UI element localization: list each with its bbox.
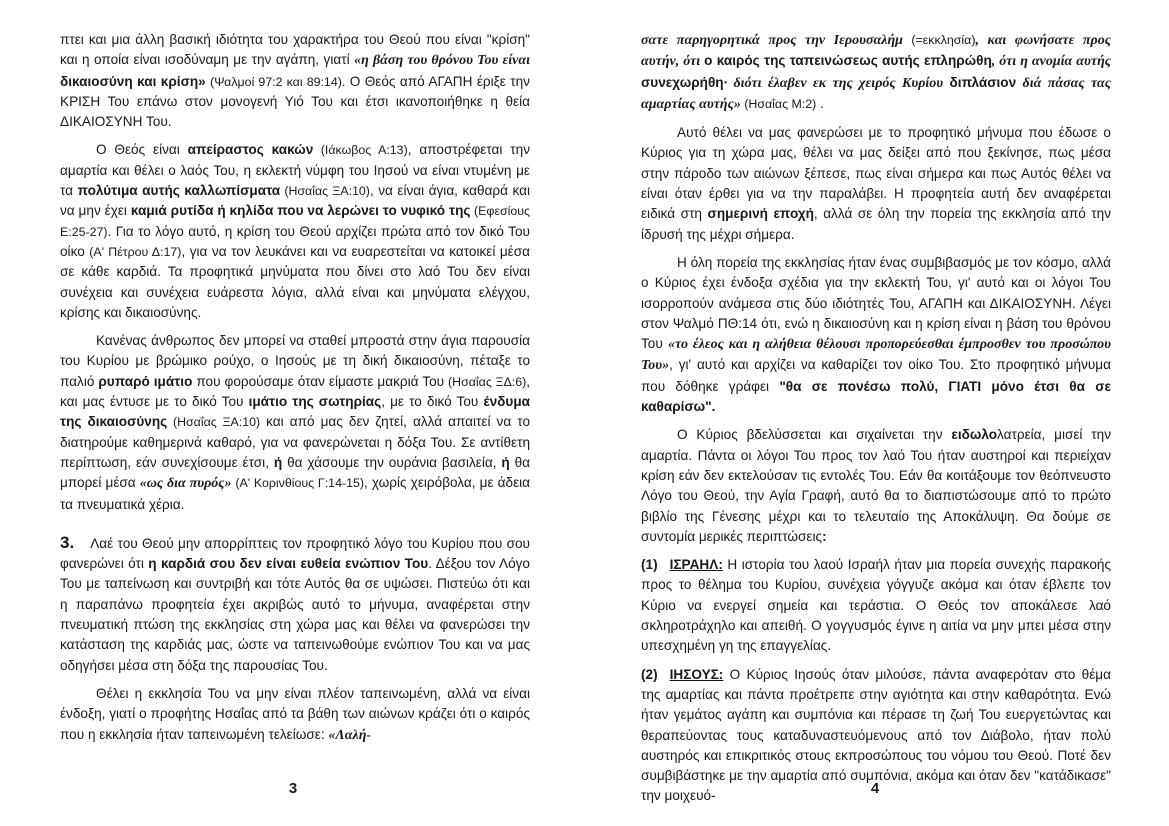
text-run: .	[816, 95, 824, 111]
bold-text: απείραστος κακών	[187, 142, 314, 158]
left-page	[60, 30, 530, 754]
item-heading: ΙΣΡΑΗΛ:	[669, 557, 723, 573]
bold-text: ή	[501, 454, 510, 470]
bold-text: ειδωλο	[951, 427, 998, 443]
right-page	[641, 30, 1111, 815]
text-run: , αλλά σε όλη την πορεία της εκκλησία από την ίδρυσή της μέχρι σήμερα.	[641, 206, 1112, 242]
scripture-reference: (Α' Κορινθίους Γ:14-15)	[231, 476, 364, 491]
paragraph	[641, 253, 1111, 417]
text-run: θα χάσουμε την ουράνια βασιλεία,	[282, 454, 502, 470]
text-run: Θέλει η εκκλησία Του να μην είναι πλέον ταπεινωμένη, αλλά να είναι ένδοξη, γιατί ο προφήτης Ησαΐας από τα βάθη των αιώνων κράζει ότι ο καιρός που η εκκλησία ήταν ταπεινωμένη τελείωσε:	[60, 685, 530, 742]
paragraph	[641, 30, 1111, 115]
text-run: , και μας έντυσε με το δικό Του	[60, 373, 531, 410]
item-heading: ΙΗΣΟΥΣ:	[669, 666, 724, 682]
bold-text: :	[822, 528, 827, 544]
text-run: πτει και μια άλλη βασική ιδιότητα του χαρακτήρα του Θεού που είναι "κρίση" και η οποία είναι ισοδύναμη με την αγάπη, γιατί	[60, 32, 530, 68]
text-run: . Για το λόγο αυτό, η κρίση του Θεού αρχίζει πρώτα από τον δικό Του οίκο	[60, 223, 530, 259]
bold-text: "θα σε πονέσω πολύ, ΓΙΑΤΙ μόνο έτσι θα σε καθαρίσω".	[641, 378, 1111, 415]
bold-text: η καρδιά σου δεν είναι ευθεία ενώπιον Του	[148, 556, 429, 572]
text-run: λατρεία, μισεί την αμαρτία. Πάντα οι λόγοι Του προς τον λαό Του ήταν αυστηροί και περιείχαν κρίση εάν δεν εκτελούσαν τις εντολές Του. Εάν θα κοιτάξουμε τον θεόπνευστο Λόγο του Θεού, την Αγία Γραφή, αυτό θα το διαπιστώσουμε από το πρώτο βιβλίο της Γένεσης μέχρι και το τελευταίο της Αποκάλυψη. Θα δούμε σε συντομία μερικές περιπτώσεις	[641, 427, 1112, 544]
paragraph	[60, 30, 530, 132]
text-run: Αυτό θέλει να μας φανερώσει με το προφητικό μήνυμα που έδωσε ο Κύριος για τη χώρα μας, θέλει να μας δείξει από που ξεκίνησε, πως μέσα στην πάροδο των αιώνων ξέπεσε, πως είναι σήμερα και πως Αυτός θέλει να είναι όταν έρθει για να την παραλάβει. Η προφητεία αυτή δεν αναφέρεται ειδικά στη	[641, 125, 1111, 222]
quote-text: · διότι έλαβεν εκ της χειρός Κυρίου	[723, 75, 950, 91]
text-run: Ο Θεός είναι	[96, 142, 188, 158]
bold-text: καμιά ρυτίδα ή κηλίδα που να λερώνει το νυφικό της	[130, 203, 471, 219]
text-run: και από μας δεν ζητεί, αλλά απαιτεί να το διατηρούμε καθημερινά καθαρό, για να φανερώνεται η δόξα Του. Σε αντίθετη περίπτωση, εάν συνεχίσουμε έτσι,	[60, 414, 531, 470]
text-run: που φορούσαμε όταν είμαστε μακριά Του	[192, 373, 449, 389]
text-run: Λαέ του Θεού μην απορρίπτεις τον προφητικό λόγο του Κυρίου που σου φανερώνει ότι	[60, 535, 530, 572]
page-number: 3	[288, 780, 298, 797]
bold-text: διπλάσιον	[949, 74, 1017, 90]
annotation-text: (=εκκλησία)	[902, 33, 976, 47]
quote-text: «Λαλή-	[328, 727, 372, 743]
scripture-reference: (Ησαΐας ΞΔ:6)	[448, 374, 527, 389]
paragraph	[60, 331, 530, 515]
scripture-reference: (Εφεσίους Ε:25-27)	[60, 204, 531, 239]
text-run: , αποστρέφεται την αμαρτία και θέλει ο λαός Του, η εκλεκτή νύμφη του Ιησού να είναι ντυμένη με τα	[60, 142, 531, 199]
text-run: Ο Θεός από ΑΓΑΠΗ έριξε την ΚΡΙΣΗ Του επάνω στον μονογενή Υιό Του και έτσι ικανοποιήθηκε η θεία ΔΙΚΑΙΟΣΥΝΗ Του.	[60, 73, 530, 130]
item-number: (1)	[641, 557, 658, 573]
bold-text: ιμάτιο της σωτηρίας	[248, 394, 382, 410]
page-number: 4	[870, 780, 880, 797]
quote-text: «η βάση του θρόνου Του είναι	[354, 53, 530, 69]
paragraph	[60, 684, 530, 746]
scripture-reference: (Ησαΐας Μ:2)	[740, 96, 817, 111]
scripture-reference: (Ψαλμοί 97:2 και 89:14).	[210, 74, 346, 89]
text-run: Η όλη πορεία της εκκλησίας ήταν ένας συμβιβασμός με τον κόσμο, αλλά ο Κύριος έχει ένδοξα σχέδια για την εκλεκτή Του, γι' αυτό και οι λόγοι Του ισορροπούν ανάμεσα στις δύο ιδιότητές Του, ΑΓΑΠΗ και ΔΙΚΑΙΟΣΥΝΗ. Λέγει στον Ψαλμό ΠΘ:14 ότι, ενώ η δικαιοσύνη και η κρίση είναι η βάση του θρόνου Του	[641, 254, 1111, 352]
paragraph	[641, 425, 1111, 547]
text-run: , γι' αυτό και αρχίζει να καθαρίζει τον οίκο Του. Στο προφητικό μήνυμα που δόθηκε γράφει	[641, 357, 1111, 394]
paragraph	[641, 123, 1111, 245]
scripture-reference: (Ησαΐας ΞΑ:10)	[167, 415, 261, 430]
quote-text: , ότι η ανομία αυτής	[991, 54, 1112, 70]
text-run: , με το δικό Του	[381, 394, 484, 410]
bold-text: ρυπαρό ιμάτιο	[98, 373, 193, 389]
text-run: , για να τον λευκάνει και να ευαρεστείται να κατοικεί μέσα σε κάθε καρδιά. Τα προφητικά μηνύματα που δίνει στο λαό Του δεν είναι συνέχεια και συνέχεια ευάρεστα λόγια, αλλά είναι και μηνύματα ελέγχου, κρίσης και δικαιοσύνης.	[60, 243, 530, 320]
scripture-reference: (Α' Πέτρου Δ:17)	[89, 244, 182, 259]
text-run: . Δέξου τον Λόγο Του με ταπείνωση και συντριβή και τότε Αυτός θα σε υψώσει. Πιστεύω ότι και η παραπάνω προφητεία έχει ακριβώς αυτό το μήνυμα, αναφέρεται στην πνευματική πτώση της εκκλησίας στη χώρα μας και θέλει να φανερώσει την κατάσταση της καρδιάς μας, ώστε να ταπεινωθούμε ενώπιον Του και να μας οδηγήσει μέσα στη δόξα της παρουσίας Του.	[60, 556, 530, 673]
quote-text: σατε παρηγορητικά προς την Ιερουσαλήμ	[641, 33, 903, 48]
paragraph	[60, 140, 530, 323]
numbered-item	[641, 555, 1111, 656]
quote-text: «το έλεος και η αλήθεια θέλουσι προπορεύεσθαι έμπροσθεν του προσώπου Του»	[641, 337, 1111, 374]
item-number: (2)	[641, 666, 658, 682]
section-paragraph	[60, 533, 530, 676]
text-run: Ο Κύριος βδελύσσεται και σιχαίνεται την	[677, 427, 952, 443]
bold-text: σημερινή εποχή	[707, 206, 814, 222]
text-run: , χωρίς χειρόβολα, με άδεια τα πνευματικά χέρια.	[60, 475, 531, 512]
section-number: 3.	[60, 532, 75, 552]
bold-text: ένδυμα της δικαιοσύνης	[60, 394, 530, 430]
scripture-reference: (Ησαΐας ΞΑ:10)	[280, 184, 370, 199]
quote-text: «ως δια πυρός»	[139, 476, 232, 492]
bold-text: ο καιρός της ταπεινώσεως αυτής επληρώθη	[704, 53, 992, 69]
text-run: , να είναι άγια, καθαρά και να μην έχει	[60, 183, 530, 219]
scripture-reference: (Ιάκωβος Α:13)	[313, 143, 408, 158]
bold-text: συνεχωρήθη	[641, 74, 724, 90]
text-run: Ο Κύριος Ιησούς όταν μιλούσε, πάντα αναφερόταν στο θέμα της αμαρτίας και πάντα προέτρεπε στην αγιότητα και στην καθαρότητα. Ενώ ήταν γεμάτος αγάπη και συμπόνια και πέρασε τη ζωή Του ευεργετώντας και θεραπεύοντας τους καταδυναστευόμενους από τον Διάβολο, ήταν πολύ αυστηρός και επικριτικός στους εκπροσώπους του νόμου του Θεού. Ποτέ δεν συμβιβάστηκε με την αμαρτία από συμπόνια, ακόμα και όταν δεν "κατάδικασε" την μοιχευό-	[641, 666, 1111, 804]
quote-text: διά πάσας τας αμαρτίας αυτής»	[641, 75, 1112, 112]
bold-text: ή	[273, 454, 283, 470]
text-run: Κανένας άνθρωπος δεν μπορεί να σταθεί μπροστά στην άγια παρουσία του Κυρίου με βρώμικο ρούχο, ο Ιησούς με τη δική δικαιοσύνη, πέταξε το παλιό	[60, 333, 530, 389]
text-run: Η ιστορία του λαού Ισραήλ ήταν μια πορεία συνεχής παρακοής προς το θέλημα του Κυρίου, συνέχεια γόγγυζε ακόμα και όταν έβλεπε τον Κύριο να ενεργεί σημεία και τεράστια. Ο Θεός τον αποκάλεσε λαό σκληροτράχηλο και απειθή. Ο γογγυσμός έγινε η αιτία να μην μπει μέσα στην υπεσχημένη γη της επαγγελίας.	[641, 557, 1111, 654]
bold-text: πολύτιμα αυτής καλλωπίσματα	[77, 183, 281, 199]
text-run: θα μπορεί μέσα	[60, 454, 531, 491]
quote-text: , και φωνήσατε προς αυτήν, ότι	[641, 33, 1111, 70]
bold-text: δικαιοσύνη και κρίση»	[60, 73, 206, 89]
